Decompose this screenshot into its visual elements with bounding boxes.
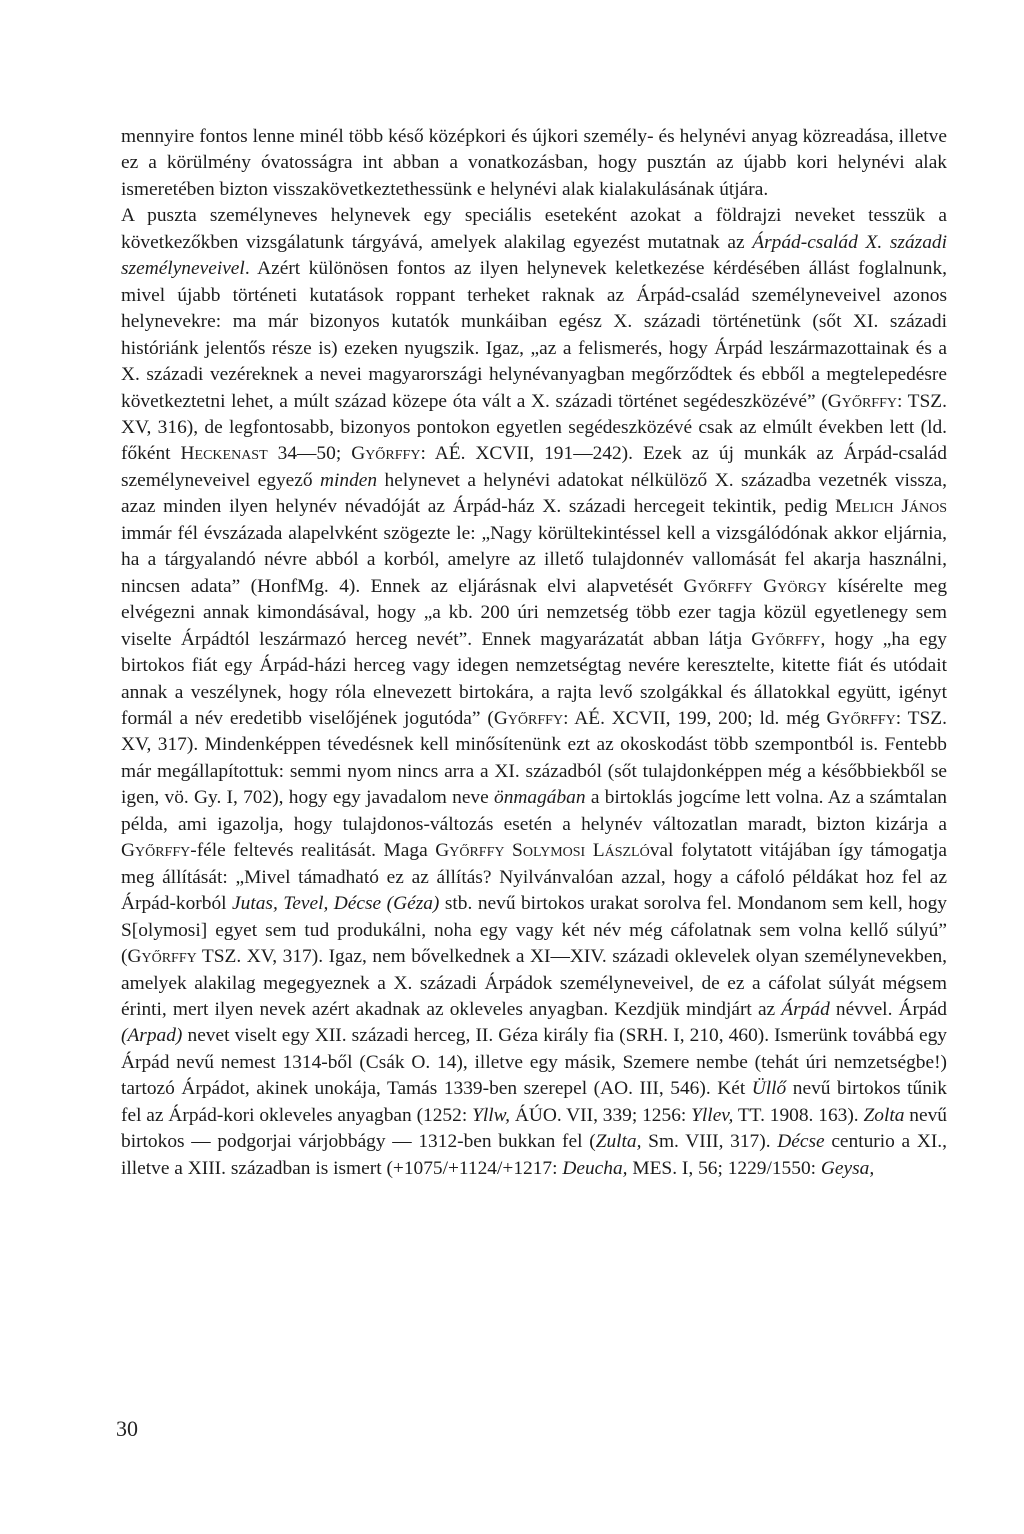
author-name: Győrffy: [827, 390, 897, 412]
author-name: Győrffy: [826, 707, 896, 729]
italic-text: Décse: [777, 1131, 825, 1153]
text-run: 34—50;: [267, 443, 352, 465]
text-run: stb. nevű birtokos urakat sorolva fel. Mondanom sem kell, hogy S[olymosi] egyet sem tud produkálni, noha egy vagy két név még cáfolatnak sem volna kellő súlyú” (: [121, 893, 948, 968]
text-run: . Azért különösen fontos az ilyen helynevek keletkezése kérdésében állást foglalnunk, mivel újabb történeti kutatások roppant terheket raknak az Árpád-család személyneveivel azonos helynevekre: ma már bizonyos kutatók munkáiban egész X. századi történetünk (sőt XI. századi históriánk jelentős része is) ezeken nyugszik. Igaz, „az a felismerés, hogy Árpád leszármazottainak és a X. századi vezéreknek a nevei magyarországi helynévanyagban megőrződtek és ebből a megtelepedésre következtetni lehet, a múlt század közepe óta vált a X. századi történet segédeszközévé” (: [121, 258, 947, 412]
text-run: , hogy „ha egy birtokos fiát egy Árpád-házi herceg vagy idegen nemzetségtag nevére keresztelte, kitette fiát és utódait annak a veszélynek, hogy róla elnevezett birtokára, a rajta levő szolgákkal és állatokkal együtt, igényt formál a név eredetibb viselőjének jogutóda” (: [121, 628, 947, 729]
text-run: : TSZ. XV, 317). Mindenképpen tévedésnek kell minősítenünk ezt az okoskodást több szempontból is. Fentebb már megállapítottuk: semmi nyom nincs arra a XI. századból (sőt tulajdonképpen még a későbbiekből se igen, vö. Gy. I, 702), hogy egy javadalom neve: [121, 707, 947, 809]
italic-text: (Arpad): [121, 1025, 183, 1047]
author-name: Heckenast: [180, 443, 268, 465]
author-name: Győrffy: [121, 840, 191, 862]
author-name: Győrffy: [493, 707, 564, 729]
text-run: val folytatott vitájában így támogatja meg állítását: „Mivel támadható ez az állítás? Nyilvánvalóan azzal, hogy a cáfoló példákat hoz fel az Árpád-korból: [121, 840, 947, 915]
italic-text: Zolta: [863, 1104, 905, 1126]
paragraph: [121, 203, 947, 1182]
paragraph: [121, 124, 947, 203]
italic-text: Yllw,: [472, 1104, 510, 1126]
text-run: nevű birtokos — podgorjai várjobbágy — 1312-ben bukkan fel (: [121, 1104, 947, 1153]
text-run: a birtoklás jogcíme lett volna. Az a számtalan példa, ami igazolja, hogy tulajdonos-változás esetén a helynév változatlan maradt, bizton kizárja a: [121, 787, 947, 835]
page-number: 30: [116, 1416, 138, 1441]
text-run: Sm. VIII, 317).: [641, 1131, 778, 1153]
author-name: Győrffy György: [683, 575, 828, 597]
text-run: ÁÚO. VII, 339; 1256:: [509, 1104, 692, 1126]
text-run: MES. I, 56; 1229/1550:: [627, 1157, 821, 1179]
text-run: : TSZ. XV, 316), de legfontosabb, bizonyos pontokon egyetlen segédeszközévé csak az elmúlt években lett (ld. főként: [121, 390, 947, 465]
author-name: Győrffy: [751, 628, 821, 650]
text-run: immár fél évszázada alapelvként szögezte le: „Nagy körültekintéssel kell a vizsgálódónak akkor eljárnia, ha a tárgyalandó névre abból a korból, amelyre az illető tulajdonnév vallomását fel akarja használni, nincsen adata” (HonfMg. 4). Ennek az eljárásnak elvi alapvetését: [121, 522, 947, 597]
author-name: Győrffy Solymosi László: [435, 840, 650, 862]
italic-text: minden: [320, 469, 378, 491]
author-name: Győrffy: [127, 946, 197, 968]
italic-text: Árpád-család X. századi személyneveivel: [121, 231, 947, 280]
italic-text: Geysa,: [820, 1157, 875, 1179]
italic-text: Üllő: [751, 1078, 787, 1100]
text-run: -féle feltevés realitását. Maga: [190, 840, 436, 862]
text-run: A puszta személyneves helynevek egy speciális eseteként azokat a földrajzi neveket tesszük a következőkben vizsgálatunk tárgyává, amelyek alakilag egyezést mutatnak az: [121, 205, 947, 253]
italic-text: Jutas, Tevel, Décse (Géza): [232, 893, 440, 915]
text-run: kísérelte meg elvégezni annak kimondásával, hogy „a kb. 200 úri nemzetség több ezer tagja közül egyetlenegy sem viselte Árpádtól leszármazó herceg nevét”. Ennek magyarázatát abban látja: [121, 575, 948, 650]
text-run: TT. 1908. 163).: [733, 1104, 864, 1126]
text-run: helynevet a helynévi adatokat nélkülöző X. századba vezetnék vissza, azaz minden ilyen helynév névadóját az Árpád-ház X. századi hercegeit tekintik, pedig: [121, 469, 947, 518]
italic-text: önmagában: [494, 787, 586, 809]
text-run: : AÉ. XCVII, 191—242). Ezek az új munkák az Árpád-család személyneveivel egyező: [121, 443, 947, 491]
text-run: centurio a XI., illetve a XIII. században is ismert (+1075/+1124/+1217:: [121, 1131, 947, 1179]
text-run: nevet viselt egy XII. századi herceg, II. Géza király fia (SRH. I, 210, 460). Ismerünk továbbá egy Árpád nevű nemest 1314-ből (Csák O. 14), illetve egy másik, Szemere nembe (tehát úri nemzetségbe!) tartozó Árpádot, akinek unokája, Tamás 1339-ben szerepel (AO. III, 546). Két: [121, 1025, 947, 1100]
text-run: névvel. Árpád: [829, 998, 947, 1020]
italic-text: Árpád: [781, 998, 830, 1020]
text-run: TSZ. XV, 317). Igaz, nem bővelkednek a XI—XIV. századi oklevelek olyan személynevekben, amelyek alakilag megegyeznek a X. századi Árpádok személyneveivel, de ez a cáfolat súlyát mégsem érinti, mert ilyen nevek azért akadnak az okleveles anyagban. Kezdjük mindjárt az: [121, 946, 947, 1020]
text-run: : AÉ. XCVII, 199, 200; ld. még: [563, 707, 827, 729]
italic-text: Yllev,: [691, 1104, 734, 1126]
text-run: nevű birtokos tűnik fel az Árpád-kori okleveles anyagban (1252:: [121, 1078, 947, 1126]
text-run: mennyire fontos lenne minél több késő középkori és újkori személy- és helynévi anyag közreadása, illetve ez a körülmény óvatosságra int abban a vonatkozásban, hogy pusztán az újabb kori helynévi alak ismeretében bizton visszakövetkeztethessünk e helynévi alak kialakulásának útjára.: [121, 126, 947, 200]
italic-text: Zulta,: [595, 1131, 642, 1153]
italic-text: Deucha,: [562, 1157, 628, 1179]
author-name: Győrffy: [351, 443, 421, 465]
page-body: [121, 124, 947, 1182]
author-name: Melich János: [835, 496, 947, 518]
